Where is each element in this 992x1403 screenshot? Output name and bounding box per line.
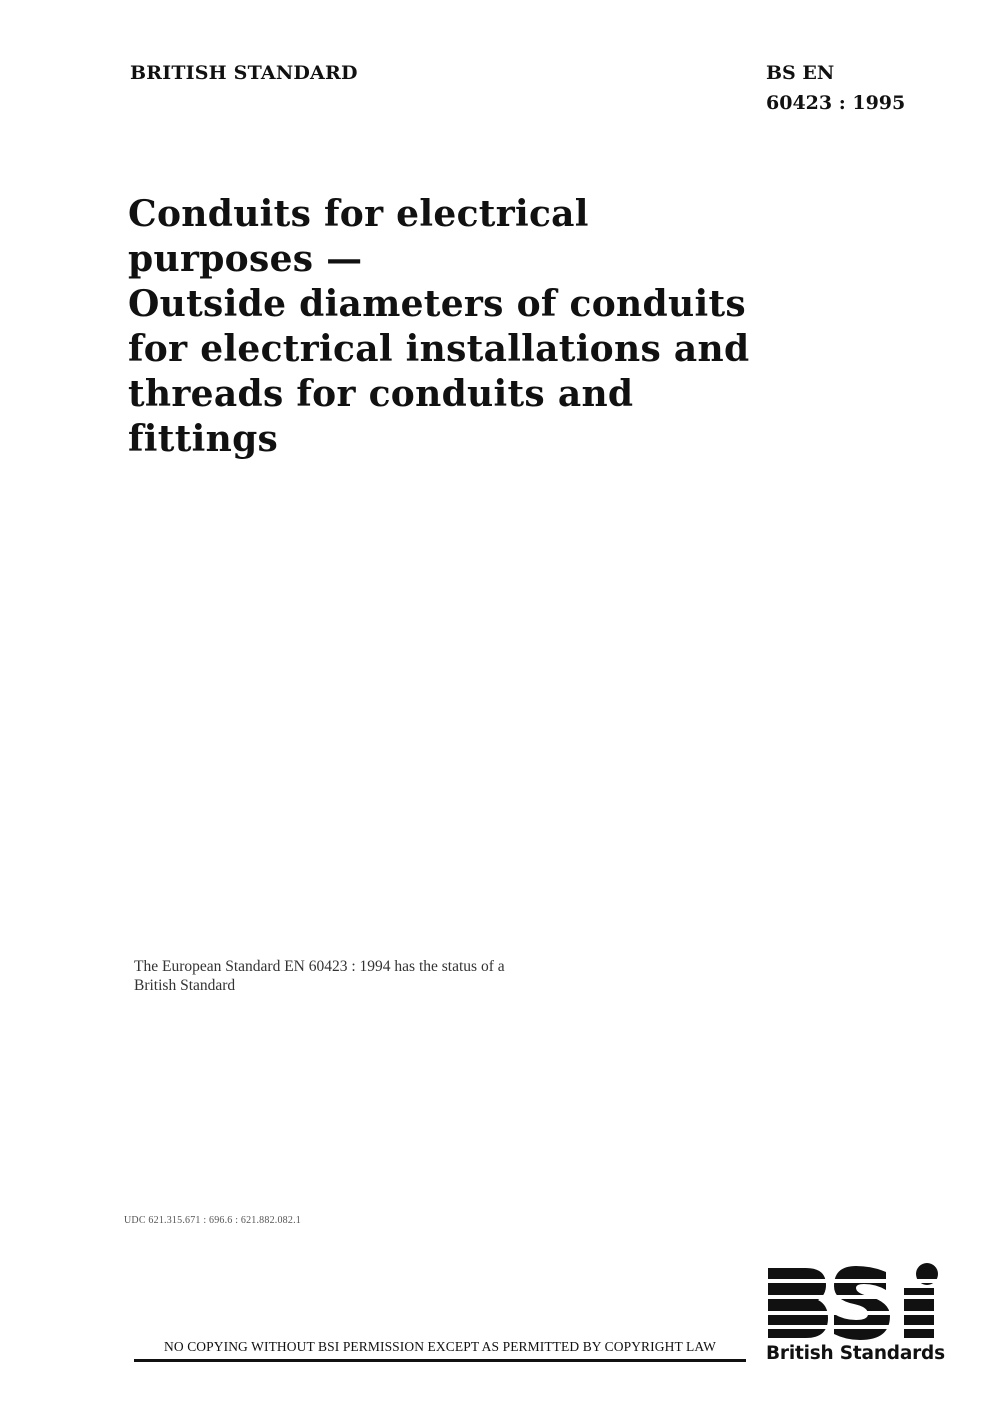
title-line: Outside diameters of conduits <box>128 283 746 325</box>
copyright-notice: NO COPYING WITHOUT BSI PERMISSION EXCEPT AS PERMITTED BY COPYRIGHT LAW <box>134 1339 746 1362</box>
title-line: for electrical installations and <box>128 328 750 370</box>
status-note-line: British Standard <box>134 977 236 994</box>
document-title <box>128 192 768 462</box>
status-note <box>134 957 604 995</box>
title-line: Conduits for electrical <box>128 193 589 235</box>
status-note-line: The European Standard EN 60423 : 1994 has the status of a <box>134 958 505 975</box>
publisher-label: BRITISH STANDARD <box>130 62 358 84</box>
title-line: threads for conduits and <box>128 373 634 415</box>
document-number-code: 60423 : 1995 <box>766 92 906 114</box>
document-number <box>766 58 905 118</box>
udc-classification: UDC 621.315.671 : 696.6 : 621.882.082.1 <box>124 1215 301 1226</box>
bsi-logo-caption: British Standards <box>766 1343 945 1364</box>
title-line: purposes — <box>128 238 363 280</box>
title-line: fittings <box>128 418 279 460</box>
document-number-prefix: BS EN <box>766 62 835 84</box>
